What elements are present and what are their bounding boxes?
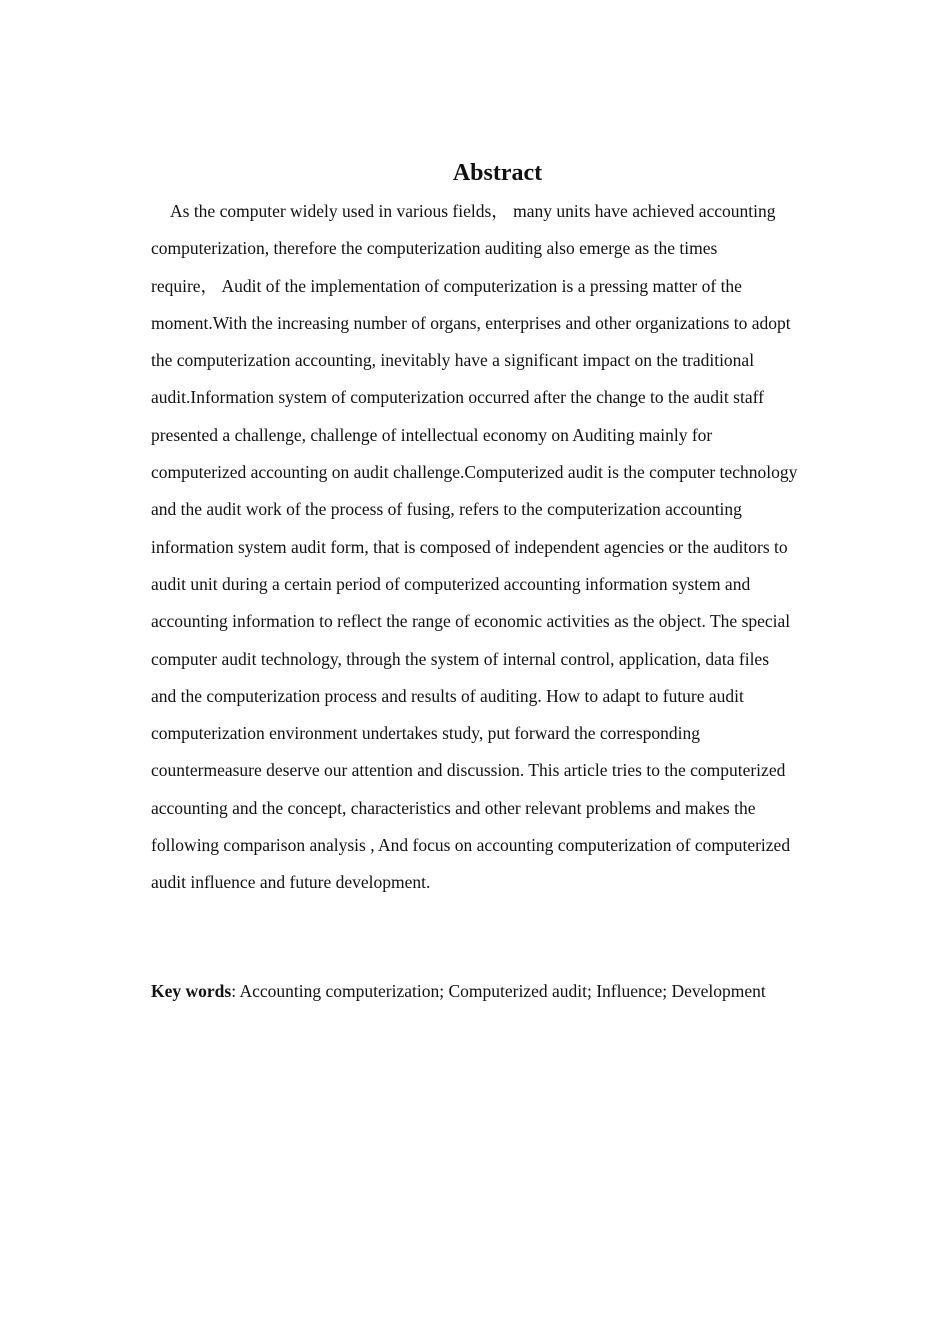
abstract-line: computerization, therefore the computerization auditing also emerge as the times: [151, 238, 718, 259]
abstract-line: audit unit during a certain period of computerized accounting information system and: [151, 573, 751, 594]
abstract-line: information system audit form, that is composed of independent agencies or the auditors to: [151, 536, 788, 557]
abstract-line: audit influence and future development.: [151, 872, 431, 893]
abstract-line: computerized accounting on audit challenge.Computerized audit is the computer technology: [151, 462, 798, 483]
keywords-separator: :: [231, 981, 240, 1001]
keywords-label: Key words: [151, 981, 232, 1001]
abstract-line: and the audit work of the process of fusing, refers to the computerization accounting: [151, 499, 742, 520]
abstract-line: moment.With the increasing number of organs, enterprises and other organizations to adopt: [151, 312, 791, 333]
abstract-line: following comparison analysis , And focus on accounting computerization of computerized: [151, 835, 791, 856]
abstract-line: accounting information to reflect the range of economic activities as the object. The special: [151, 611, 791, 632]
keywords-text: Accounting computerization; Computerized audit; Influence; Development: [239, 981, 766, 1001]
abstract-line: computerization environment undertakes study, put forward the corresponding: [151, 723, 700, 744]
abstract-line: presented a challenge, challenge of intellectual economy on Auditing mainly for: [151, 424, 713, 445]
abstract-line: countermeasure deserve our attention and discussion. This article tries to the computerized: [151, 760, 786, 781]
abstract-line: As the computer widely used in various fields， many units have achieved accounting: [170, 201, 776, 221]
abstract-line: accounting and the concept, characteristics and other relevant problems and makes the: [151, 797, 756, 818]
abstract-line: the computerization accounting, inevitably have a significant impact on the traditional: [151, 350, 755, 371]
abstract-line: and the computerization process and results of auditing. How to adapt to future audit: [151, 685, 744, 706]
abstract-line: require， Audit of the implementation of computerization is a pressing matter of the: [151, 275, 742, 296]
abstract-line: computer audit technology, through the system of internal control, application, data files: [151, 648, 770, 669]
abstract-title: Abstract: [452, 160, 543, 186]
abstract-body: [151, 193, 921, 902]
keywords-line: [151, 973, 766, 1009]
abstract-line: audit.Information system of computerization occurred after the change to the audit staff: [151, 387, 764, 408]
